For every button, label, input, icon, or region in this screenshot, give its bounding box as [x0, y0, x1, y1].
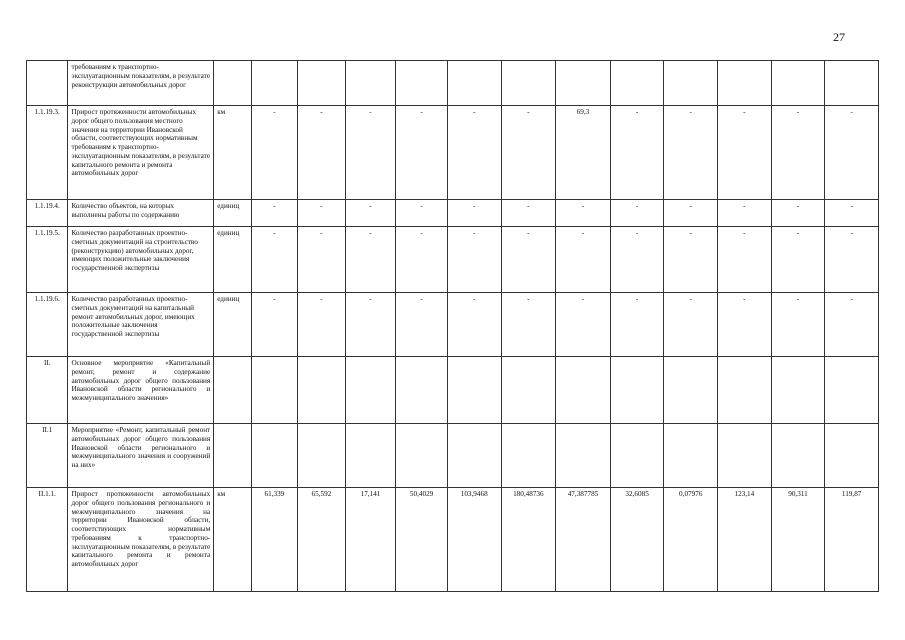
- value-cell: [251, 357, 298, 424]
- value-cell: [298, 424, 346, 488]
- table-row: [27, 200, 879, 227]
- value-cell: -: [447, 227, 501, 293]
- value-cell: -: [298, 227, 346, 293]
- table-row: [27, 488, 879, 592]
- value-cell: [396, 61, 448, 106]
- indicator-description: Количество объектов, на которых выполнены работы по содержанию: [68, 200, 214, 227]
- value-cell: -: [825, 293, 879, 357]
- table-row: [27, 61, 879, 106]
- indicator-description: Количество разработанных проектно-сметных документаций на строительство (реконструкцию) автомобильных дорог, имеющих положительные заключения государственной экспертизы: [68, 227, 214, 293]
- value-cell: -: [664, 227, 718, 293]
- value-cell: -: [556, 200, 611, 227]
- value-cell: -: [825, 200, 879, 227]
- value-cell: -: [396, 106, 448, 200]
- value-cell: [447, 357, 501, 424]
- indicator-description: требованиям к транспортно-эксплуатационным показателям, в результате реконструкции автомобильных дорог: [68, 61, 214, 106]
- value-cell: [345, 424, 396, 488]
- indicator-description: Прирост протяженности автомобильных дорог общего пользования местного значения на территории Ивановской области, соответствующих нормативным требованиям к транспортно-эксплуатационным показателям, в результате капитального ремонта и ремонта автомобильных дорог: [68, 106, 214, 200]
- indicator-description: Основное мероприятие «Капитальный ремонт, ремонт и содержание автомобильных дорог общего пользования Ивановской области регионального и межмуниципального значения»: [68, 357, 214, 424]
- indicator-description: Количество разработанных проектно-сметных документаций на капитальный ремонт автомобильных дорог, имеющих положительные заключения государственной экспертизы: [68, 293, 214, 357]
- value-cell: [298, 61, 346, 106]
- value-cell: [825, 357, 879, 424]
- row-number: 1.1.19.3.: [27, 106, 68, 200]
- value-cell: [718, 61, 772, 106]
- value-cell: -: [447, 106, 501, 200]
- value-cell: -: [556, 227, 611, 293]
- value-cell: -: [664, 106, 718, 200]
- table-row: [27, 424, 879, 488]
- value-cell: -: [396, 200, 448, 227]
- value-cell: -: [771, 227, 825, 293]
- value-cell: [251, 61, 298, 106]
- value-cell: [718, 357, 772, 424]
- value-cell: -: [718, 200, 772, 227]
- value-cell: 90,311: [771, 488, 825, 592]
- value-cell: [447, 61, 501, 106]
- value-cell: [345, 61, 396, 106]
- value-cell: 69,3: [556, 106, 611, 200]
- value-cell: -: [298, 106, 346, 200]
- value-cell: 180,48736: [501, 488, 556, 592]
- value-cell: -: [825, 106, 879, 200]
- value-cell: -: [501, 293, 556, 357]
- value-cell: -: [396, 227, 448, 293]
- row-number: II.1.1.: [27, 488, 68, 592]
- unit-cell: [214, 424, 251, 488]
- value-cell: -: [718, 227, 772, 293]
- table-row: [27, 293, 879, 357]
- value-cell: [825, 61, 879, 106]
- value-cell: [664, 424, 718, 488]
- value-cell: [718, 424, 772, 488]
- row-number: [27, 61, 68, 106]
- unit-cell: [214, 357, 251, 424]
- unit-cell: единиц: [214, 227, 251, 293]
- unit-cell: [214, 61, 251, 106]
- value-cell: [556, 61, 611, 106]
- row-number: 1.1.19.4.: [27, 200, 68, 227]
- value-cell: [396, 424, 448, 488]
- value-cell: [396, 357, 448, 424]
- value-cell: [771, 357, 825, 424]
- value-cell: -: [664, 293, 718, 357]
- value-cell: 32,6085: [610, 488, 664, 592]
- value-cell: 103,9468: [447, 488, 501, 592]
- value-cell: 47,387785: [556, 488, 611, 592]
- value-cell: [345, 357, 396, 424]
- row-number: 1.1.19.5.: [27, 227, 68, 293]
- value-cell: 0,07976: [664, 488, 718, 592]
- value-cell: -: [447, 293, 501, 357]
- value-cell: -: [825, 227, 879, 293]
- row-number: 1.1.19.6.: [27, 293, 68, 357]
- value-cell: -: [251, 200, 298, 227]
- value-cell: -: [345, 293, 396, 357]
- value-cell: [556, 357, 611, 424]
- table-row: [27, 357, 879, 424]
- value-cell: [664, 61, 718, 106]
- value-cell: -: [718, 293, 772, 357]
- unit-cell: единиц: [214, 200, 251, 227]
- unit-cell: единиц: [214, 293, 251, 357]
- value-cell: -: [447, 200, 501, 227]
- value-cell: [501, 424, 556, 488]
- row-number: II.1: [27, 424, 68, 488]
- value-cell: -: [251, 227, 298, 293]
- value-cell: -: [610, 293, 664, 357]
- value-cell: [556, 424, 611, 488]
- value-cell: [447, 424, 501, 488]
- value-cell: -: [610, 227, 664, 293]
- value-cell: -: [345, 106, 396, 200]
- value-cell: -: [251, 106, 298, 200]
- value-cell: 65,592: [298, 488, 346, 592]
- value-cell: [501, 357, 556, 424]
- value-cell: -: [251, 293, 298, 357]
- value-cell: -: [501, 106, 556, 200]
- value-cell: [771, 424, 825, 488]
- value-cell: -: [298, 293, 346, 357]
- value-cell: 119,87: [825, 488, 879, 592]
- value-cell: [610, 61, 664, 106]
- value-cell: -: [771, 200, 825, 227]
- value-cell: -: [664, 200, 718, 227]
- value-cell: -: [345, 200, 396, 227]
- value-cell: 50,4029: [396, 488, 448, 592]
- value-cell: [825, 424, 879, 488]
- value-cell: -: [718, 106, 772, 200]
- value-cell: -: [345, 227, 396, 293]
- table-row: [27, 227, 879, 293]
- value-cell: [610, 357, 664, 424]
- value-cell: [771, 61, 825, 106]
- value-cell: -: [396, 293, 448, 357]
- value-cell: -: [298, 200, 346, 227]
- unit-cell: км: [214, 488, 251, 592]
- indicator-description: Мероприятие «Ремонт, капитальный ремонт автомобильных дорог общего пользования Ивановской области регионального и межмуниципального значения и сооружений на них»: [68, 424, 214, 488]
- indicators-table: [26, 60, 879, 592]
- value-cell: -: [771, 106, 825, 200]
- value-cell: [501, 61, 556, 106]
- indicator-description: Прирост протяженности автомобильных дорог общего пользования регионального и межмуниципального значения на территории Ивановской области, соответствующих нормативным требованиям к транспортно-эксплуатационным показателям, в результате капитального ремонта и ремонта автомобильных дорог: [68, 488, 214, 592]
- table-row: [27, 106, 879, 200]
- value-cell: [251, 424, 298, 488]
- row-number: II.: [27, 357, 68, 424]
- value-cell: [610, 424, 664, 488]
- value-cell: -: [771, 293, 825, 357]
- value-cell: 17,141: [345, 488, 396, 592]
- unit-cell: км: [214, 106, 251, 200]
- value-cell: -: [610, 106, 664, 200]
- value-cell: -: [556, 293, 611, 357]
- value-cell: [664, 357, 718, 424]
- value-cell: [298, 357, 346, 424]
- value-cell: -: [501, 200, 556, 227]
- value-cell: -: [501, 227, 556, 293]
- value-cell: 61,339: [251, 488, 298, 592]
- value-cell: -: [610, 200, 664, 227]
- value-cell: 123,14: [718, 488, 772, 592]
- page-number: 27: [833, 30, 845, 44]
